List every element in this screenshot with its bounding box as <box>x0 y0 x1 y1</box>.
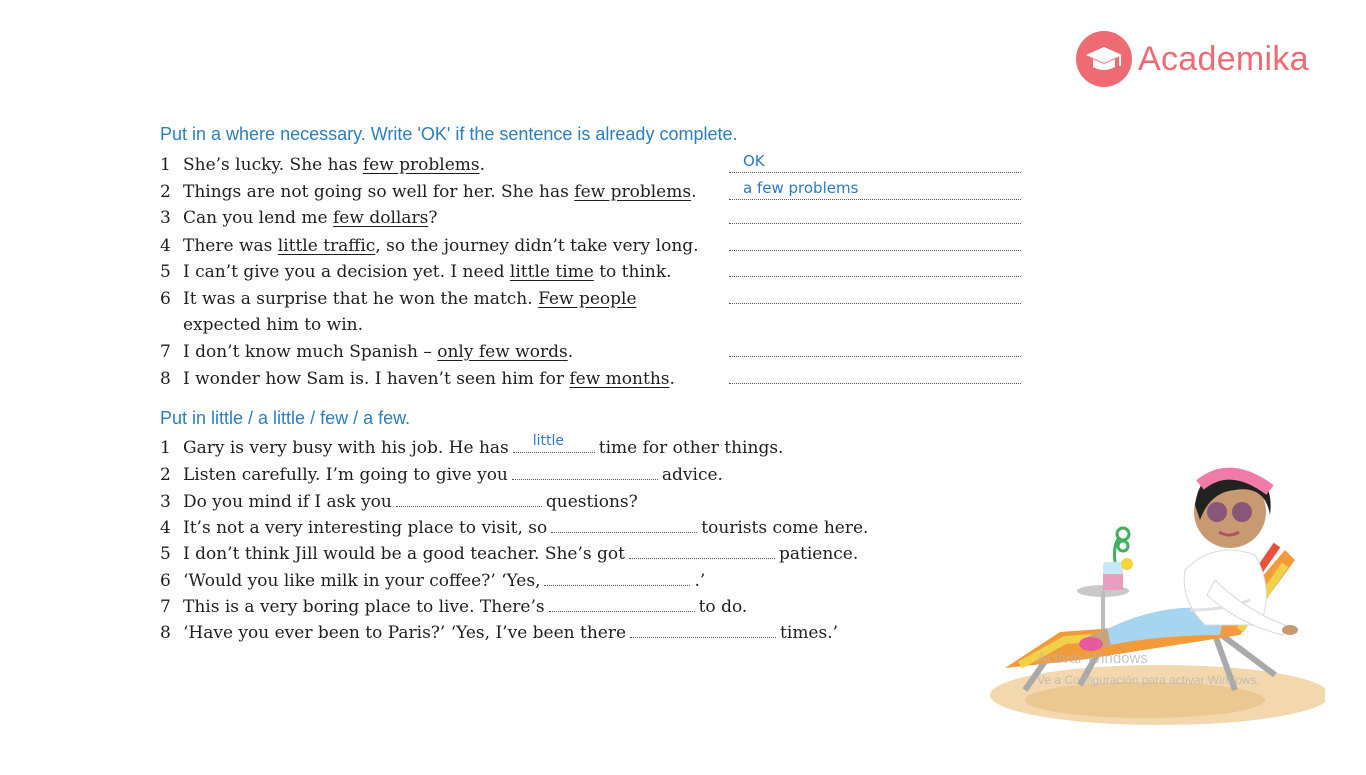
answer-field-5[interactable] <box>729 254 1021 277</box>
handwritten-answer: a few problems <box>743 179 859 197</box>
handwritten-answer: OK <box>743 152 765 170</box>
exercise-2-item-3: 3 Do you mind if I ask you questions? <box>160 492 638 512</box>
answer-blank-1[interactable] <box>513 433 595 453</box>
academika-logo <box>1076 31 1309 87</box>
exercise-2-item-7: 7 This is a very boring place to live. There’s to do. <box>160 597 748 617</box>
exercise-1-item-3: 3 Can you lend me few dollars? <box>160 208 438 228</box>
exercise-2-heading: Put in little / a little / few / a few. <box>160 408 411 428</box>
exercise-1-item-6-continuation: expected him to win. <box>183 315 364 335</box>
answer-field-3[interactable] <box>729 201 1021 224</box>
watermark-title: Activar Windows <box>1037 650 1148 667</box>
answer-field-2[interactable] <box>729 177 1021 200</box>
brand-name: Academika <box>1138 39 1309 78</box>
answer-blank-6[interactable] <box>544 571 690 586</box>
answer-field-8[interactable] <box>729 361 1021 384</box>
exercise-1-item-6: 6 It was a surprise that he won the match. Few people <box>160 289 637 309</box>
watermark-subtitle: Ve a Configuración para activar Windows. <box>1037 673 1260 687</box>
graduation-cap-icon <box>1076 31 1132 87</box>
answer-blank-7[interactable] <box>549 597 695 612</box>
answer-blank-5[interactable] <box>629 544 775 559</box>
exercise-1-item-5: 5 I can’t give you a decision yet. I need little time to think. <box>160 262 672 282</box>
exercise-2-item-5: 5 I don’t think Jill would be a good teacher. She’s got patience. <box>160 544 859 564</box>
exercise-1-heading: Put in a where necessary. Write 'OK' if the sentence is already complete. <box>160 124 738 144</box>
exercise-1-item-1: 1 She’s lucky. She has few problems. <box>160 155 486 175</box>
answer-blank-3[interactable] <box>396 492 542 507</box>
exercise-2-item-4: 4 It’s not a very interesting place to visit, so tourists come here. <box>160 518 869 538</box>
windows-activation-watermark <box>1037 650 1260 687</box>
exercise-2-item-8: 8 ‘Have you ever been to Paris?’ ‘Yes, I’ve been there times.’ <box>160 623 839 643</box>
exercise-2-item-1: 1 Gary is very busy with his job. He has little time for other things. <box>160 437 783 459</box>
exercise-1-item-4: 4 There was little traffic, so the journey didn’t take very long. <box>160 236 699 256</box>
answer-field-6[interactable] <box>729 281 1021 304</box>
answer-field-7[interactable] <box>729 334 1021 357</box>
exercise-1-item-2: 2 Things are not going so well for her. She has few problems. <box>160 182 697 202</box>
handwritten-answer: little <box>532 433 565 449</box>
answer-blank-4[interactable] <box>551 518 697 533</box>
answer-field-4[interactable] <box>729 228 1021 251</box>
exercise-1-item-7: 7 I don’t know much Spanish – only few words. <box>160 342 574 362</box>
exercise-2-item-6: 6 ‘Would you like milk in your coffee?’ ‘Yes, .’ <box>160 571 706 591</box>
answer-blank-2[interactable] <box>512 465 658 480</box>
answer-blank-8[interactable] <box>630 623 776 638</box>
exercise-1-item-8: 8 I wonder how Sam is. I haven’t seen him for few months. <box>160 369 675 389</box>
answer-field-1[interactable] <box>729 150 1021 173</box>
beach-chair-avatar-illustration <box>985 460 1325 730</box>
exercise-2-item-2: 2 Listen carefully. I’m going to give you advice. <box>160 465 723 485</box>
